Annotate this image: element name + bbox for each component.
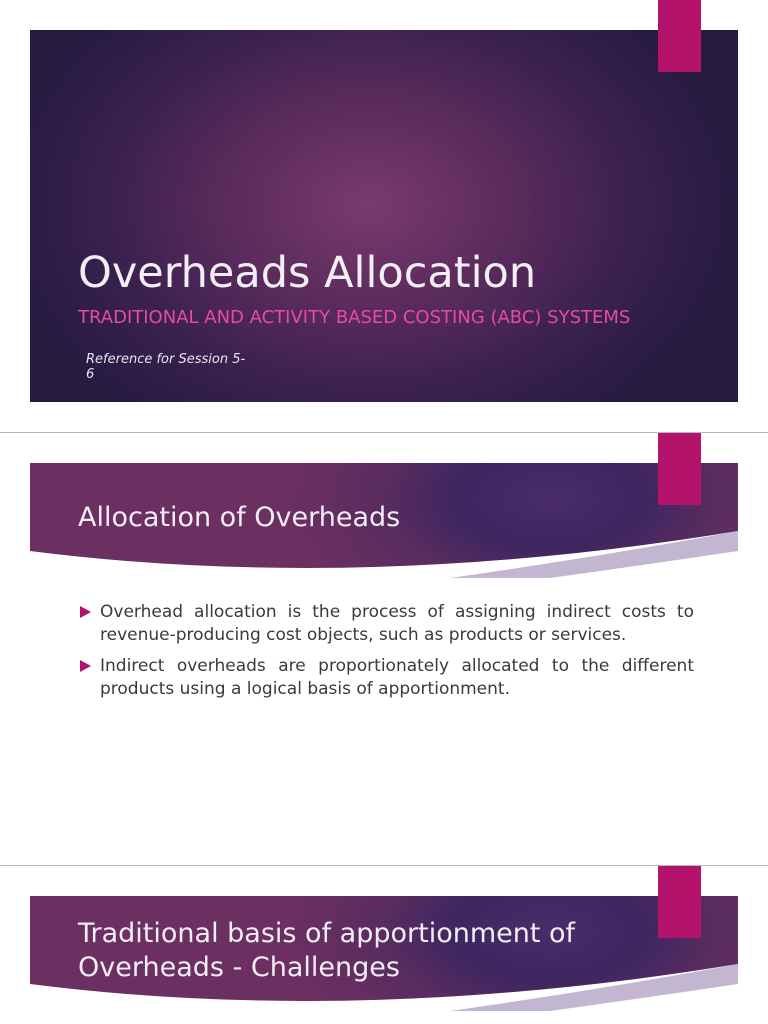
triangle-right-icon (80, 660, 91, 672)
accent-tab (658, 0, 701, 72)
accent-tab (658, 433, 701, 505)
content-slide-allocation[interactable] (0, 433, 768, 865)
content-slide-traditional-basis[interactable] (0, 866, 768, 1024)
presentation-title: Overheads Allocation (78, 248, 537, 298)
bullet-item (78, 655, 694, 701)
slide-title: Traditional basis of apportionment of Overheads - Challenges (78, 918, 576, 983)
accent-tab (658, 866, 701, 938)
presentation-subtitle: TRADITIONAL AND ACTIVITY BASED COSTING (ABC) SYSTEMS (78, 307, 631, 328)
triangle-right-icon (80, 606, 91, 618)
title-banner (30, 30, 738, 402)
session-reference: Reference for Session 5-6 (86, 352, 246, 382)
bullet-text: Overhead allocation is the process of assigning indirect costs to revenue-producing cost objects, such as products or services. (100, 602, 694, 645)
bullet-list (78, 601, 694, 709)
bullet-text: Indirect overheads are proportionately allocated to the different products using a logical basis of apportionment. (100, 656, 694, 699)
bullet-item (78, 601, 694, 647)
title-slide[interactable] (0, 0, 768, 432)
slide-title: Allocation of Overheads (78, 502, 401, 533)
